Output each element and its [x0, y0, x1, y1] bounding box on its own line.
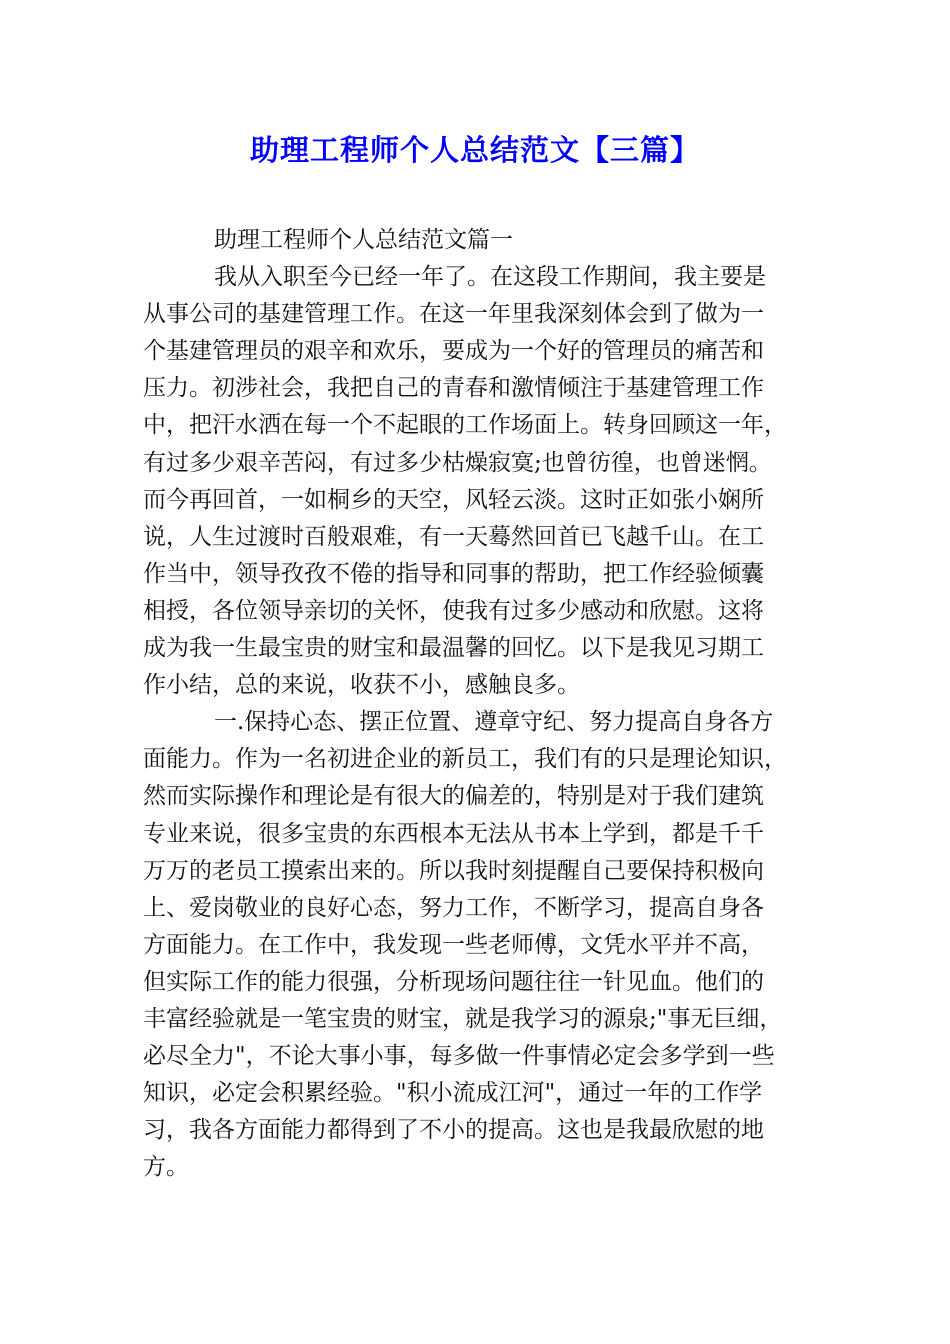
- paragraph-line: 丰富经验就是一笔宝贵的财宝，就是我学习的源泉;"事无巨细，: [143, 1005, 783, 1032]
- paragraph-line: 但实际工作的能力很强，分析现场问题往往一针见血。他们的: [143, 968, 764, 995]
- paragraph-line: 作当中，领导孜孜不倦的指导和同事的帮助，把工作经验倾囊: [143, 560, 764, 587]
- paragraph-line: 压力。初涉社会，我把自己的青春和激情倾注于基建管理工作: [143, 375, 764, 402]
- paragraph-line: 从事公司的基建管理工作。在这一年里我深刻体会到了做为一: [143, 301, 764, 328]
- paragraph-line: 相授，各位领导亲切的关怀，使我有过多少感动和欣慰。这将: [143, 597, 764, 624]
- section-heading: 助理工程师个人总结范文篇一: [214, 227, 513, 253]
- paragraph-line: 方。: [143, 1154, 189, 1181]
- paragraph-line: 说，人生过渡时百般艰难，有一天蓦然回首已飞越千山。在工: [143, 523, 764, 550]
- paragraph-line: 然而实际操作和理论是有很大的偏差的，特别是对于我们建筑: [143, 783, 764, 810]
- paragraph-line: 上、爱岗敬业的良好心态，努力工作，不断学习，提高自身各: [143, 894, 764, 921]
- document-body: [143, 222, 807, 1186]
- paragraph-line: 知识，必定会积累经验。"积小流成江河"，通过一年的工作学: [143, 1080, 763, 1107]
- paragraph-line: 万万的老员工摸索出来的。所以我时刻提醒自己要保持积极向: [143, 857, 764, 884]
- paragraph-line: 一.保持心态、摆正位置、遵章守纪、努力提高自身各方: [214, 709, 774, 736]
- paragraph-line: 个基建管理员的艰辛和欢乐，要成为一个好的管理员的痛苦和: [143, 338, 764, 365]
- paragraph-line: 我从入职至今已经一年了。在这段工作期间，我主要是: [214, 264, 766, 291]
- paragraph-line: 成为我一生最宝贵的财宝和最温馨的回忆。以下是我见习期工: [143, 635, 764, 662]
- paragraph-line: 习，我各方面能力都得到了不小的提高。这也是我最欣慰的地: [143, 1117, 764, 1144]
- paragraph-line: 中，把汗水洒在每一个不起眼的工作场面上。转身回顾这一年，: [143, 412, 787, 439]
- paragraph-line: 方面能力。在工作中，我发现一些老师傅，文凭水平并不高，: [143, 931, 764, 958]
- paragraph-line: 有过多少艰辛苦闷，有过多少枯燥寂寞;也曾彷徨，也曾迷惘。: [143, 449, 772, 476]
- paragraph-line: 而今再回首，一如桐乡的天空，风轻云淡。这时正如张小娴所: [143, 486, 764, 513]
- paragraph-line: 面能力。作为一名初进企业的新员工，我们有的只是理论知识，: [143, 746, 787, 773]
- paragraph-line: 必尽全力"，不论大事小事，每多做一件事情必定会多学到一些: [143, 1043, 775, 1070]
- document-title: 助理工程师个人总结范文【三篇】: [249, 133, 700, 167]
- paragraph-line: 作小结，总的来说，收获不小，感触良多。: [143, 672, 580, 699]
- paragraph-line: 专业来说，很多宝贵的东西根本无法从书本上学到，都是千千: [143, 820, 764, 847]
